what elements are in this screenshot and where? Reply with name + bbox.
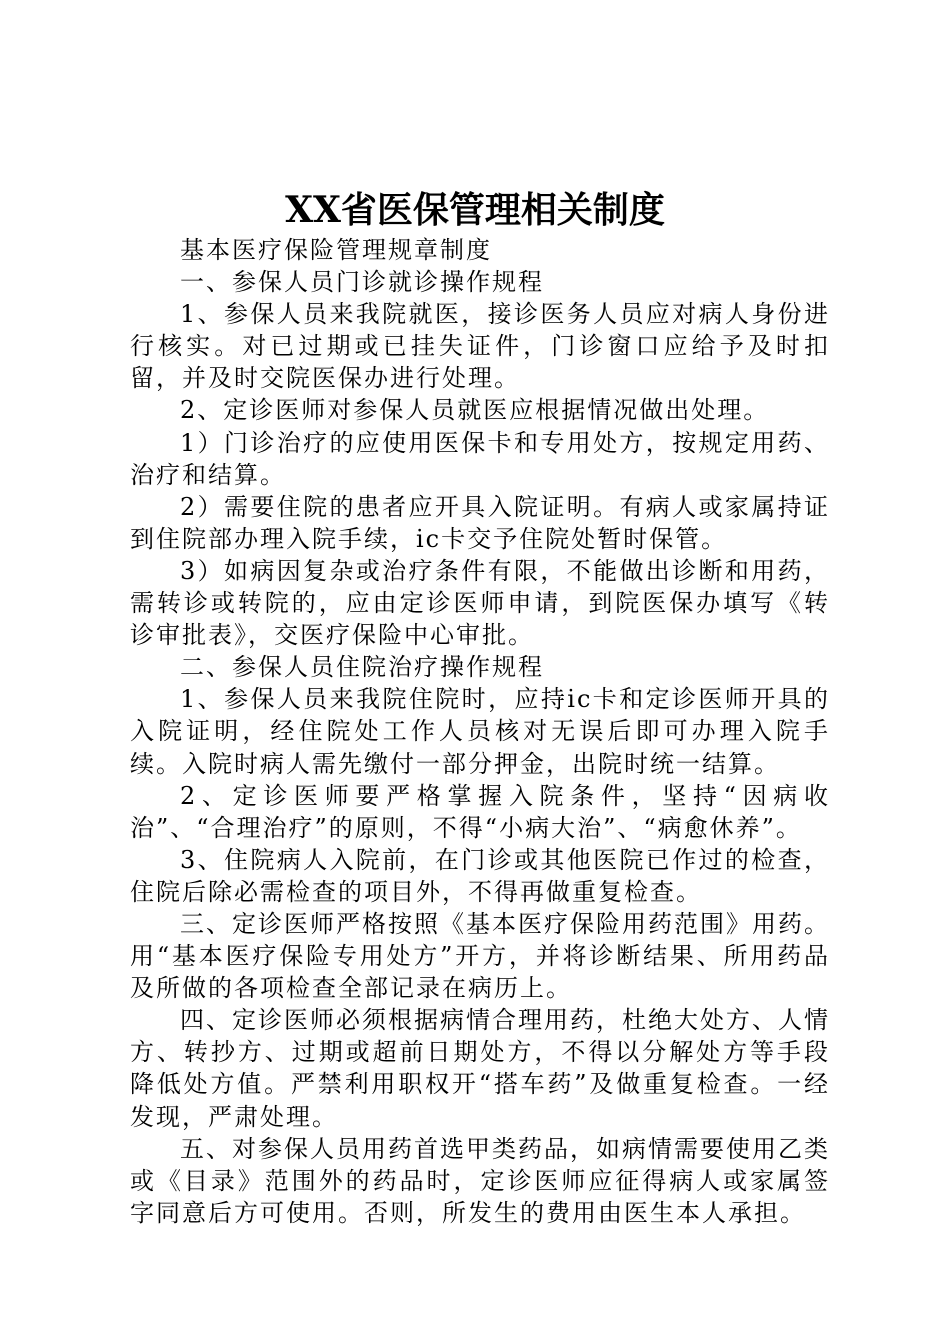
paragraph: 1、参保人员来我院住院时，应持ic卡和定诊医师开具的入院证明，经住院处工作人员核对无误后即可办理入院手续。入院时病人需先缴付一部分押金，出院时统一结算。	[130, 685, 830, 778]
paragraph: 3、住院病人入院前，在门诊或其他医院已作过的检查，住院后除必需检查的项目外，不得再做重复检查。	[130, 845, 830, 906]
document-body	[130, 234, 830, 1229]
paragraph: 三、定诊医师严格按照《基本医疗保险用药范围》用药。用“基本医疗保险专用处方”开方，并将诊断结果、所用药品及所做的各项检查全部记录在病历上。	[130, 909, 830, 1003]
paragraph: 1、参保人员来我院就医，接诊医务人员应对病人身份进行核实。对已过期或已挂失证件，门诊窗口应给予及时扣留，并及时交院医保办进行处理。	[130, 300, 830, 393]
section-heading-inpatient: 二、参保人员住院治疗操作规程	[180, 653, 544, 682]
document-title: XX省医保管理相关制度	[285, 189, 665, 231]
paragraph-subtitle: 基本医疗保险管理规章制度	[180, 236, 492, 264]
paragraph: 2、定诊医师要严格掌握入院条件，坚持“因病收治”、“合理治疗”的原则，不得“小病大治”、“病愈休养”。	[130, 781, 830, 842]
paragraph: 1）门诊治疗的应使用医保卡和专用处方，按规定用药、治疗和结算。	[130, 428, 830, 489]
paragraph: 2）需要住院的患者应开具入院证明。有病人或家属持证到住院部办理入院手续，ic卡交予住院处暂时保管。	[130, 492, 830, 553]
paragraph: 2、定诊医师对参保人员就医应根据情况做出处理。	[180, 396, 770, 425]
paragraph: 五、对参保人员用药首选甲类药品，如病情需要使用乙类或《目录》范围外的药品时，定诊医师应征得病人或家属签字同意后方可使用。否则，所发生的费用由医生本人承担。	[130, 1134, 830, 1227]
section-heading-outpatient: 一、参保人员门诊就诊操作规程	[180, 268, 544, 297]
paragraph: 3）如病因复杂或治疗条件有限，不能做出诊断和用药，需转诊或转院的，应由定诊医师申请，到院医保办填写《转诊审批表》，交医疗保险中心审批。	[130, 556, 830, 650]
paragraph: 四、定诊医师必须根据病情合理用药，杜绝大处方、人情方、转抄方、过期或超前日期处方，不得以分解处方等手段降低处方值。严禁利用职权开“搭车药”及做重复检查。一经发现，严肃处理。	[130, 1006, 830, 1131]
